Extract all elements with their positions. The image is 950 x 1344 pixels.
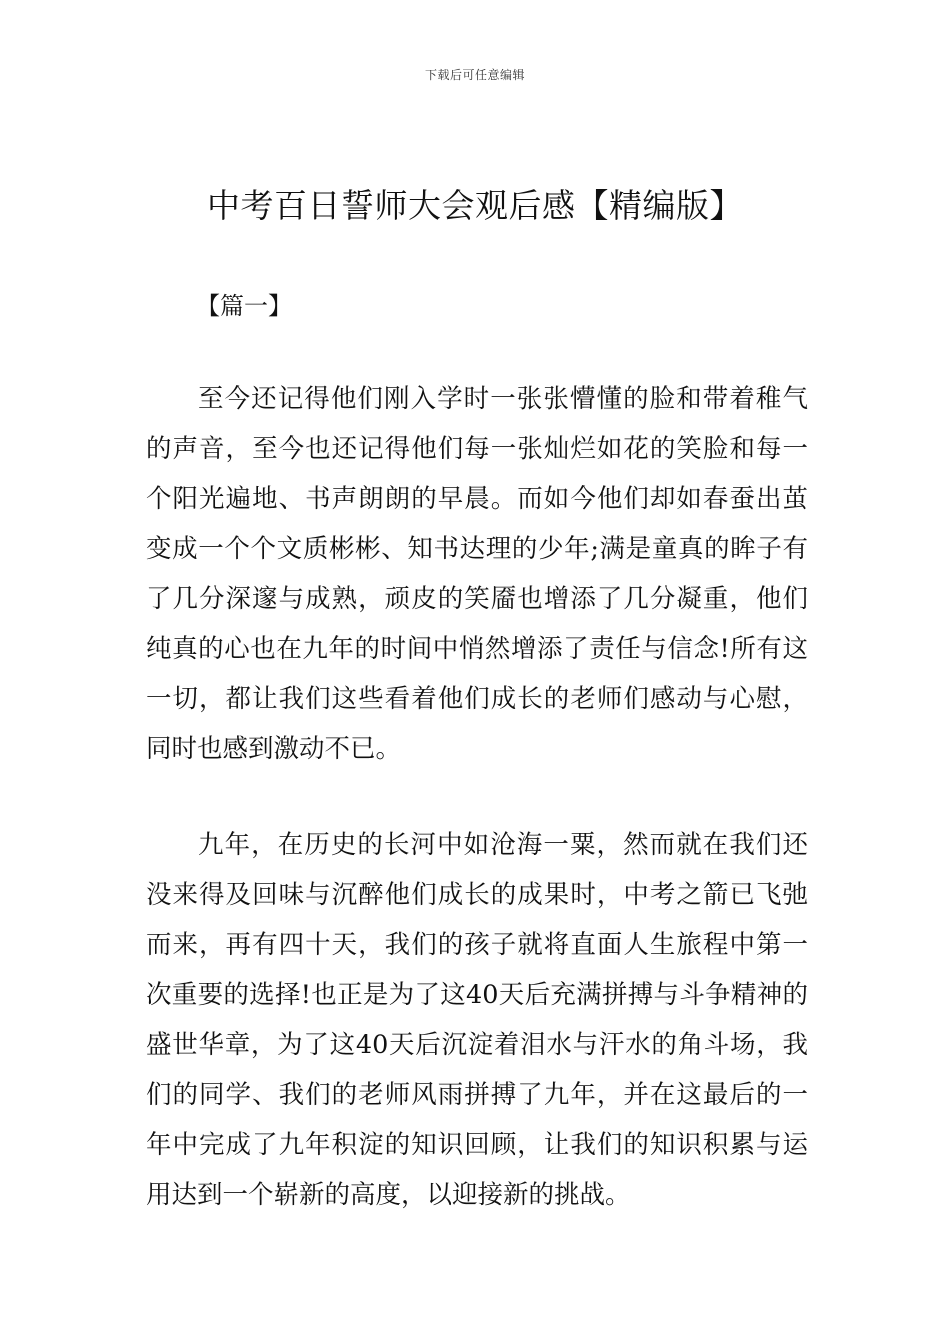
page-title: 中考百日誓师大会观后感【精编版】 [207,186,743,225]
header-note: 下载后可任意编辑 [424,68,525,82]
section-label: 【篇一】 [196,292,292,320]
paragraph-1: 至今还记得他们刚入学时一张张懵懂的脸和带着稚气的声音，至今也还记得他们每一张灿烂如花的笑脸和每一个阳光遍地、书声朗朗的早晨。而如今他们却如春蚕出茧变成一个个文质彬彬、知书达理的少年;满是童真的眸子有了几分深邃与成熟，顽皮的笑靥也增添了几分凝重，他们纯真的心也在九年的时间中悄然增添了责任与信念!所有这一切，都让我们这些看着他们成长的老师们感动与心慰，同时也感到激动不已。 [146,384,808,764]
paragraph-2: 九年，在历史的长河中如沧海一粟，然而就在我们还没来得及回味与沉醉他们成长的成果时，中考之箭已飞弛而来，再有四十天，我们的孩子就将直面人生旅程中第一次重要的选择!也正是为了这40天后充满拼搏与斗争精神的盛世华章，为了这40天后沉淀着泪水与汗水的角斗场，我们的同学、我们的老师风雨拼搏了九年，并在这最后的一年中完成了九年积淀的知识回顾，让我们的知识积累与运用达到一个崭新的高度，以迎接新的挑战。 [146,830,808,1210]
